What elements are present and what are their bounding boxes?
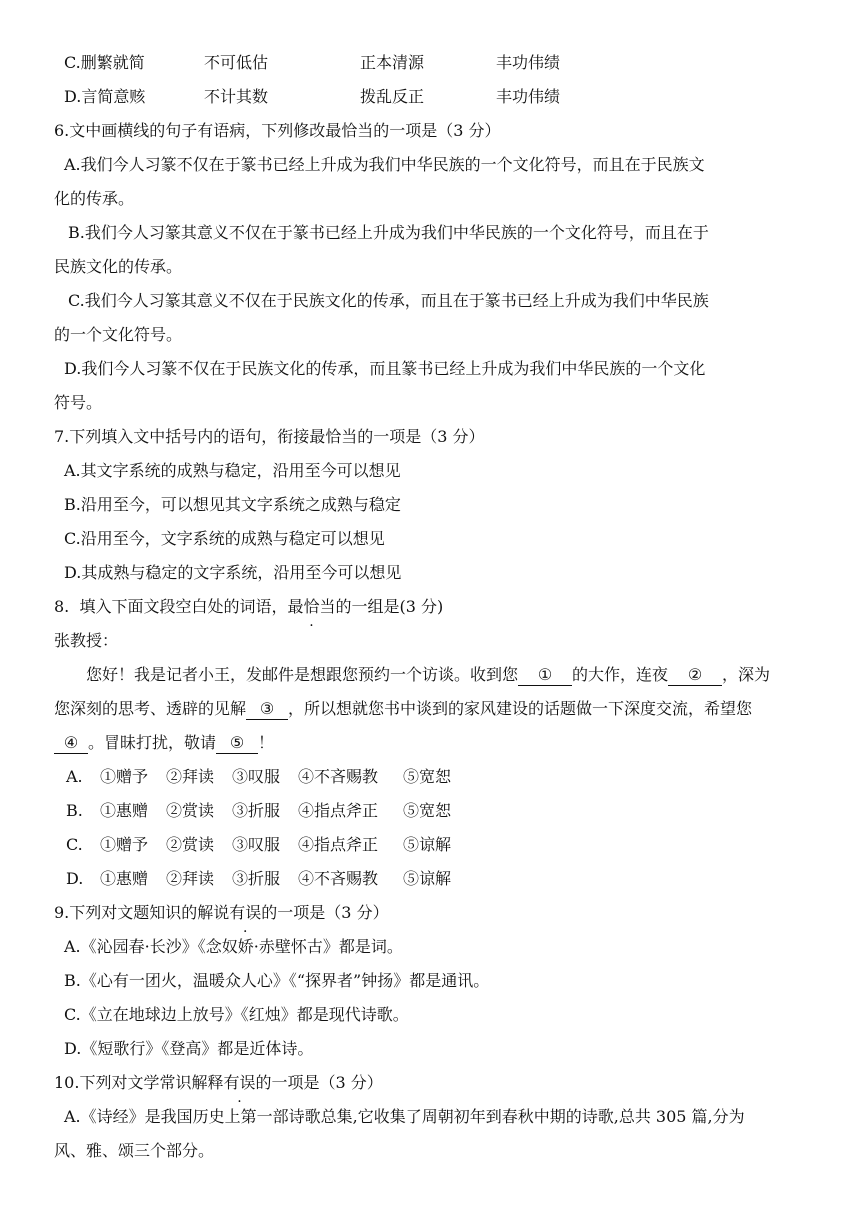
q5-c-letter-word1: C.删繁就简 xyxy=(64,53,145,72)
q5-d-word3: 拨乱反正 xyxy=(360,87,425,106)
exam-page xyxy=(54,46,814,1168)
q8-salutation: 张教授： xyxy=(54,631,119,650)
q9-option-c: C.《立在地球边上放号》《红烛》都是现代诗歌。 xyxy=(64,1005,409,1024)
q5-c-word4: 丰功伟绩 xyxy=(496,53,561,72)
q10-emphasis: 有误 xyxy=(223,1073,256,1092)
blank-5: ⑤ xyxy=(216,733,258,754)
q5-d-letter-word1: D.言简意赅 xyxy=(64,87,146,106)
q6-option-d-cont: 符号。 xyxy=(54,393,103,412)
blank-3: ③ xyxy=(246,699,288,720)
q7-stem: 7.下列填入文中括号内的语句，衔接最恰当的一项是（3 分） xyxy=(54,427,485,446)
q6-option-d: D.我们今人习篆不仅在于民族文化的传承，而且篆书已经上升成为我们中华民族的一个文化 xyxy=(64,359,706,378)
q9-stem: 9.下列对文题知识的解说有误的一项是（3 分） xyxy=(54,903,389,922)
blank-1: ① xyxy=(518,665,572,686)
q5-d-word2: 不计其数 xyxy=(204,87,269,106)
q7-option-d: D.其成熟与稳定的文字系统，沿用至今可以想见 xyxy=(64,563,402,582)
q9-option-d: D.《短歌行》《登高》都是近体诗。 xyxy=(64,1039,314,1058)
q6-option-a-cont: 化的传承。 xyxy=(54,189,135,208)
q8-passage-line3: ④ 。冒昧打扰，敬请 ⑤ ！ xyxy=(54,726,814,760)
q8-emphasis: 最恰当 xyxy=(287,597,336,616)
q5-option-d xyxy=(54,80,814,114)
q6-option-b: B.我们今人习篆其意义不仅在于篆书已经上升成为我们中华民族的一个文化符号，而且在于 xyxy=(68,223,709,242)
blank-4: ④ xyxy=(54,733,88,754)
q5-c-word3: 正本清源 xyxy=(360,53,425,72)
q9-option-b: B.《心有一团火，温暖众人心》《“探界者”钟扬》都是通讯。 xyxy=(64,971,490,990)
q6-option-c-cont: 的一个文化符号。 xyxy=(54,325,183,344)
q10-option-a-cont: 风、雅、颂三个部分。 xyxy=(54,1141,215,1160)
q8-option-b: B. ①惠赠 ②赏读 ③折服 ④指点斧正 ⑤宽恕 xyxy=(66,801,452,820)
q5-d-word4: 丰功伟绩 xyxy=(496,87,561,106)
q8-option-c: C. ①赠予 ②赏读 ③叹服 ④指点斧正 ⑤谅解 xyxy=(66,835,452,854)
q6-option-c: C.我们今人习篆其意义不仅在于民族文化的传承，而且在于篆书已经上升成为我们中华民族 xyxy=(68,291,709,310)
q10-option-a: A.《诗经》是我国历史上第一部诗歌总集,它收集了周朝初年到春秋中期的诗歌,总共 305 篇,分为 xyxy=(64,1107,745,1126)
q6-stem: 6.文中画横线的句子有语病，下列修改最恰当的一项是（3 分） xyxy=(54,121,501,140)
q8-option-a: A. ①赠予 ②拜读 ③叹服 ④不吝赐教 ⑤宽恕 xyxy=(66,767,452,786)
q8-option-d: D. ①惠赠 ②拜读 ③折服 ④不吝赐教 ⑤谅解 xyxy=(66,869,452,888)
q7-option-a: A.其文字系统的成熟与稳定，沿用至今可以想见 xyxy=(64,461,401,480)
q8-passage-line2: 您深刻的思考、透辟的见解 ③ ，所以想就您书中谈到的家风建设的话题做一下深度交流，希望您 xyxy=(54,699,753,718)
q5-c-word2: 不可低估 xyxy=(204,53,269,72)
q5-option-c xyxy=(54,46,814,80)
blank-2: ② xyxy=(668,665,722,686)
q6-option-b-cont: 民族文化的传承。 xyxy=(54,257,183,276)
q7-option-c: C.沿用至今，文字系统的成熟与稳定可以想见 xyxy=(64,529,385,548)
q7-option-b: B.沿用至今，可以想见其文字系统之成熟与稳定 xyxy=(64,495,401,514)
q9-option-a: A.《沁园春·长沙》《念奴娇·赤壁怀古》都是词。 xyxy=(64,937,403,956)
q6-option-a: A.我们今人习篆不仅在于篆书已经上升成为我们中华民族的一个文化符号，而且在于民族文 xyxy=(64,155,705,174)
q9-emphasis: 有误 xyxy=(229,903,262,922)
q10-stem: 10.下列对文学常识解释有误的一项是（3 分） xyxy=(54,1073,383,1092)
q8-passage-line1: 您好！我是记者小王，发邮件是想跟您预约一个访谈。收到您 ① 的大作，连夜 ② ，深为 xyxy=(86,665,771,684)
q8-stem: 8. 填入下面文段空白处的词语，最恰当的一组是(3 分) xyxy=(54,597,444,616)
